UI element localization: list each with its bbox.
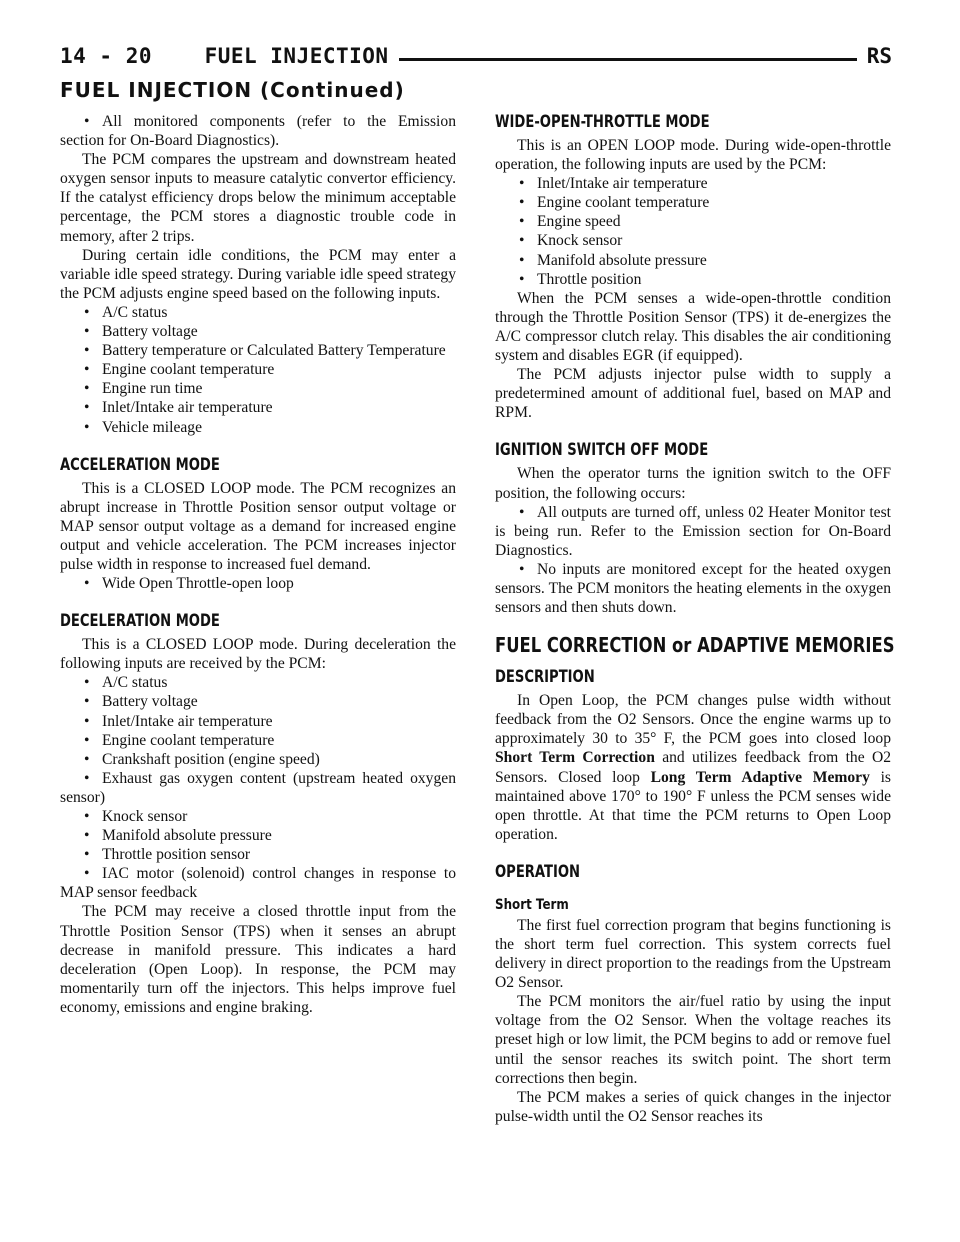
left-column xyxy=(60,112,456,1017)
paragraph: The PCM adjusts injector pulse width to supply a predetermined amount of additional fuel, based on MAP and RPM. xyxy=(495,366,891,422)
paragraph: When the operator turns the ignition switch to the OFF position, the following occurs: xyxy=(495,465,891,502)
list-item: • Crankshaft position (engine speed) xyxy=(60,750,456,769)
wot-inputs-list xyxy=(495,174,891,289)
decel-inputs-list xyxy=(60,673,456,902)
sub-heading: Short Term xyxy=(495,896,569,913)
text-run: In Open Loop, the PCM changes pulse width without feedback from the O2 Sensors. Once the engine warms up to approximately 30 to 35° F, the PCM goes into closed loop xyxy=(495,692,891,748)
paragraph: This is a CLOSED LOOP mode. The PCM recognizes an abrupt increase in Throttle Position sensor output voltage or MAP sensor output voltage as a demand for increased engine output and vehicle acceleration. The PCM increases injector pulse width in response to increased fuel demand. xyxy=(60,479,456,573)
list-item: • Inlet/Intake air temperature xyxy=(60,712,456,731)
list-item: • A/C status xyxy=(60,303,456,322)
paragraph: This is an OPEN LOOP mode. During wide-open-throttle operation, the following inputs are used by the PCM: xyxy=(495,137,891,174)
section-heading: ACCELERATION MODE xyxy=(60,454,220,475)
list-item: • IAC motor (solenoid) control changes in response to MAP sensor feedback xyxy=(60,864,456,902)
section-heading: IGNITION SWITCH OFF MODE xyxy=(495,440,709,461)
bold-term: Long Term Adaptive Memory xyxy=(650,768,870,786)
paragraph: The PCM may receive a closed throttle input from the Throttle Position Sensor (TPS) when it senses an abrupt decrease in manifold pressure. This indicates a hard deceleration (Open Loop). In response, the PCM may momentarily turn off the injectors. This helps improve fuel economy, emissions and engine braking. xyxy=(60,903,456,1016)
text-run: is maintained above 170° to 190° F unless the PCM senses wide open throttle. At that time the PCM returns to Open Loop operation. xyxy=(495,768,891,843)
list-item: • No inputs are monitored except for the heated oxygen sensors. The PCM monitors the heating elements in the oxygen sensors and then shuts down. xyxy=(495,560,891,617)
list-item: • Battery voltage xyxy=(60,692,456,711)
paragraph: The PCM compares the upstream and downstream heated oxygen sensor inputs to measure catalytic convertor efficiency. If the catalyst efficiency drops below the minimum acceptable percentage, the PCM stores a diagnostic trouble code in memory, after 2 trips. xyxy=(60,151,456,245)
major-heading: FUEL CORRECTION or ADAPTIVE MEMORIES xyxy=(495,633,895,658)
bold-term: Short Term Correction xyxy=(495,749,655,767)
list-item: • Engine speed xyxy=(495,212,891,231)
idle-inputs-list xyxy=(60,303,456,437)
list-item: • Battery temperature or Calculated Battery Temperature xyxy=(60,341,456,360)
paragraph: This is a CLOSED LOOP mode. During deceleration the following inputs are received by the PCM: xyxy=(60,636,456,673)
list-item: • Engine run time xyxy=(60,379,456,398)
list-item: • Manifold absolute pressure xyxy=(60,826,456,845)
list-item: • Throttle position sensor xyxy=(60,845,456,864)
list-item: • Engine coolant temperature xyxy=(60,731,456,750)
text-run: and utilizes feedback from the O2 Sensors. Closed loop xyxy=(495,749,892,786)
list-item: • Engine coolant temperature xyxy=(495,193,891,212)
list-item: • Exhaust gas oxygen content (upstream heated oxygen sensor) xyxy=(60,769,456,807)
paragraph: The PCM monitors the air/fuel ratio by using the input voltage from the O2 Sensor. When the voltage reaches its preset high or low limit, the PCM begins to add or remove fuel until the sensor reaches its switch point. The short term corrections then begin. xyxy=(495,993,891,1087)
list-item: • Wide Open Throttle-open loop xyxy=(60,574,456,593)
list-item: • Battery voltage xyxy=(60,322,456,341)
list-item: • Knock sensor xyxy=(495,231,891,250)
section-heading: OPERATION xyxy=(495,861,581,882)
paragraph: The first fuel correction program that begins functioning is the short term fuel correction. This system corrects fuel delivery in direct proportion to the readings from the Upstream O2 Sensor. xyxy=(495,916,891,992)
right-column xyxy=(495,112,895,1126)
paragraph: When the PCM senses a wide-open-throttle condition through the Throttle Position Sensor (TPS) it de-energizes the A/C compressor clutch relay. This disables the air conditioning system and disables EGR (if equipped). xyxy=(495,289,891,365)
list-item: • Knock sensor xyxy=(60,807,456,826)
list-item: • All monitored components (refer to the Emission section for On-Board Diagnostics). xyxy=(60,112,456,150)
section-heading: WIDE-OPEN-THROTTLE MODE xyxy=(495,112,710,132)
list-item: • Vehicle mileage xyxy=(60,418,456,437)
page-header xyxy=(60,44,892,74)
list-item: • Engine coolant temperature xyxy=(60,360,456,379)
header-section-title: 14 - 20 FUEL INJECTION xyxy=(60,44,399,68)
section-heading: DESCRIPTION xyxy=(495,667,595,688)
header-model-code: RS xyxy=(857,44,892,68)
description-paragraph xyxy=(495,691,891,844)
list-item: • A/C status xyxy=(60,673,456,692)
list-item: • All outputs are turned off, unless 02 Heater Monitor test is being run. Refer to the Emission section for On-Board Diagnostics. xyxy=(495,503,891,560)
list-item: • Inlet/Intake air temperature xyxy=(495,174,891,193)
section-heading: DECELERATION MODE xyxy=(60,611,220,632)
list-item: • Manifold absolute pressure xyxy=(495,251,891,270)
paragraph: During certain idle conditions, the PCM may enter a variable idle speed strategy. During variable idle speed strategy the PCM adjusts engine speed based on the following inputs. xyxy=(60,246,456,302)
paragraph: The PCM makes a series of quick changes in the injector pulse-width until the O2 Sensor reaches its xyxy=(495,1088,891,1125)
continued-heading: FUEL INJECTION (Continued) xyxy=(60,78,405,102)
list-item: • Throttle position xyxy=(495,270,891,289)
list-item: • Inlet/Intake air temperature xyxy=(60,398,456,417)
